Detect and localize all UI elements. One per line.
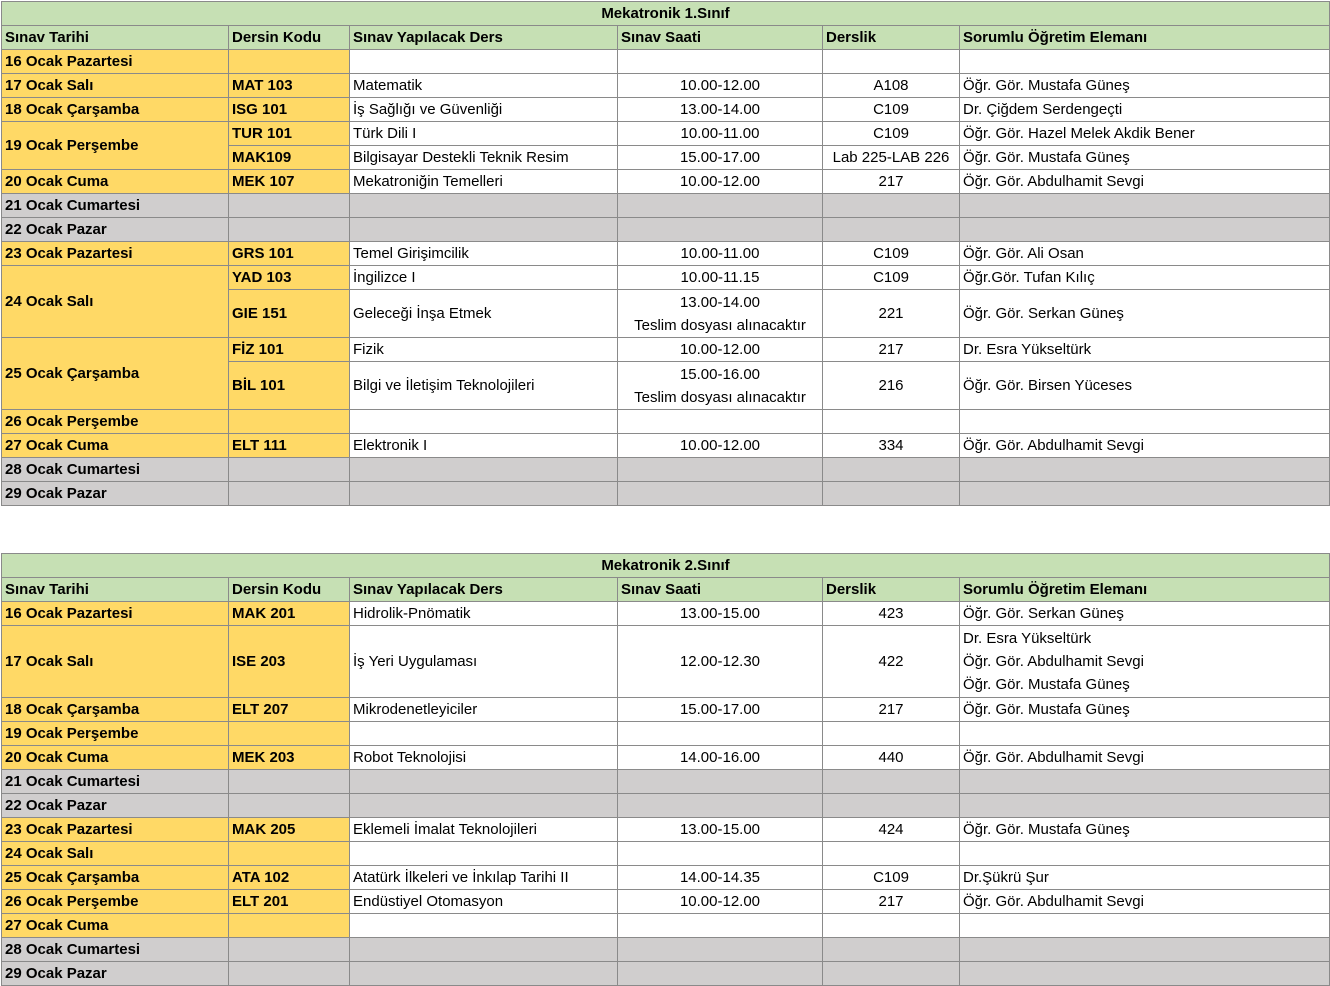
exam-date: 28 Ocak Cumartesi: [2, 938, 229, 962]
classroom: 334: [823, 434, 960, 458]
instructor: Öğr. Gör. Mustafa Güneş: [960, 146, 1330, 170]
exam-time: 10.00-12.00: [618, 74, 823, 98]
empty-cell: [618, 458, 823, 482]
course-name: Hidrolik-Pnömatik: [350, 602, 618, 626]
course-code: MAK109: [229, 146, 350, 170]
exam-date: 17 Ocak Salı: [2, 626, 229, 698]
empty-cell: [350, 914, 618, 938]
empty-cell: [229, 962, 350, 986]
exam-date: 29 Ocak Pazar: [2, 482, 229, 506]
empty-cell: [618, 722, 823, 746]
instructor: Öğr. Gör. Mustafa Güneş: [960, 698, 1330, 722]
table-row-weekend: [2, 794, 1330, 818]
classroom: 423: [823, 602, 960, 626]
empty-cell: [823, 842, 960, 866]
instructor: Öğr. Gör. Abdulhamit Sevgi: [960, 434, 1330, 458]
exam-time: 10.00-11.00: [618, 122, 823, 146]
empty-cell: [823, 194, 960, 218]
exam-time: 13.00-14.00: [679, 293, 761, 311]
exam-time: 10.00-12.00: [618, 434, 823, 458]
instructor-cell: [960, 626, 1330, 698]
col-header-instructor: Sorumlu Öğretim Elemanı: [960, 26, 1330, 50]
empty-cell: [350, 938, 618, 962]
exam-date: 21 Ocak Cumartesi: [2, 194, 229, 218]
table-row: [2, 722, 1330, 746]
table-row-weekend: [2, 938, 1330, 962]
course-code: ELT 207: [229, 698, 350, 722]
empty-cell: [229, 770, 350, 794]
col-header-time: Sınav Saati: [618, 578, 823, 602]
col-header-date: Sınav Tarihi: [2, 26, 229, 50]
exam-date: 18 Ocak Çarşamba: [2, 98, 229, 122]
course-code: MAT 103: [229, 74, 350, 98]
empty-cell: [350, 194, 618, 218]
exam-date: 27 Ocak Cuma: [2, 914, 229, 938]
exam-time: 10.00-12.00: [618, 890, 823, 914]
course-name: Türk Dili I: [350, 122, 618, 146]
classroom: C109: [823, 122, 960, 146]
course-code: ISG 101: [229, 98, 350, 122]
exam-date: 23 Ocak Pazartesi: [2, 818, 229, 842]
exam-time-cell: [618, 362, 823, 410]
classroom: 216: [823, 362, 960, 410]
table-row-weekend: [2, 194, 1330, 218]
table-row: [2, 74, 1330, 98]
exam-time-cell: [618, 290, 823, 338]
course-code: ISE 203: [229, 626, 350, 698]
empty-cell: [960, 962, 1330, 986]
instructor: Öğr. Gör. Abdulhamit Sevgi: [963, 653, 1144, 670]
empty-cell: [229, 194, 350, 218]
empty-cell: [960, 194, 1330, 218]
exam-schedule-class-1: [1, 1, 1330, 506]
instructor: Öğr. Gör. Abdulhamit Sevgi: [960, 170, 1330, 194]
table-row: [2, 434, 1330, 458]
exam-date: 27 Ocak Cuma: [2, 434, 229, 458]
course-name: Eklemeli İmalat Teknolojileri: [350, 818, 618, 842]
course-name: Atatürk İlkeleri ve İnkılap Tarihi II: [350, 866, 618, 890]
empty-cell: [350, 482, 618, 506]
empty-cell: [350, 458, 618, 482]
instructor: Öğr. Gör. Mustafa Güneş: [960, 818, 1330, 842]
instructor: Dr. Esra Yükseltürk: [960, 338, 1330, 362]
classroom: 424: [823, 818, 960, 842]
classroom: 217: [823, 698, 960, 722]
course-code: YAD 103: [229, 266, 350, 290]
time-note: Teslim dosyası alınacaktır: [634, 316, 806, 334]
course-code: MAK 201: [229, 602, 350, 626]
empty-cell: [823, 50, 960, 74]
exam-date: 25 Ocak Çarşamba: [2, 338, 229, 410]
course-code: BİL 101: [229, 362, 350, 410]
exam-time: 10.00-12.00: [618, 338, 823, 362]
empty-cell: [229, 794, 350, 818]
course-code: [229, 914, 350, 938]
table-row: [2, 890, 1330, 914]
empty-cell: [960, 218, 1330, 242]
instructor: Öğr. Gör. Abdulhamit Sevgi: [960, 746, 1330, 770]
exam-date: 26 Ocak Perşembe: [2, 410, 229, 434]
table-title: Mekatronik 1.Sınıf: [2, 2, 1330, 26]
classroom: C109: [823, 866, 960, 890]
empty-cell: [618, 794, 823, 818]
course-code: ATA 102: [229, 866, 350, 890]
empty-cell: [350, 410, 618, 434]
empty-cell: [960, 938, 1330, 962]
course-code: FİZ 101: [229, 338, 350, 362]
instructor: Öğr. Gör. Birsen Yüceses: [960, 362, 1330, 410]
instructor: Öğr. Gör. Serkan Güneş: [960, 290, 1330, 338]
table-row: [2, 410, 1330, 434]
classroom: C109: [823, 242, 960, 266]
empty-cell: [823, 722, 960, 746]
course-name: Endüstiyel Otomasyon: [350, 890, 618, 914]
classroom: 440: [823, 746, 960, 770]
col-header-code: Dersin Kodu: [229, 578, 350, 602]
time-note: Teslim dosyası alınacaktır: [634, 388, 806, 406]
empty-cell: [350, 770, 618, 794]
table-row: [2, 698, 1330, 722]
empty-cell: [618, 914, 823, 938]
course-code: [229, 50, 350, 74]
empty-cell: [823, 794, 960, 818]
instructor: Dr. Çiğdem Serdengeçti: [960, 98, 1330, 122]
empty-cell: [823, 482, 960, 506]
course-name: İş Sağlığı ve Güvenliği: [350, 98, 618, 122]
empty-cell: [618, 770, 823, 794]
empty-cell: [823, 458, 960, 482]
empty-cell: [618, 218, 823, 242]
empty-cell: [229, 938, 350, 962]
exam-date: 19 Ocak Perşembe: [2, 122, 229, 170]
table-row-weekend: [2, 458, 1330, 482]
empty-cell: [823, 962, 960, 986]
empty-cell: [618, 962, 823, 986]
exam-date: 24 Ocak Salı: [2, 842, 229, 866]
empty-cell: [618, 50, 823, 74]
empty-cell: [618, 938, 823, 962]
classroom: 221: [823, 290, 960, 338]
empty-cell: [350, 722, 618, 746]
course-code: MEK 107: [229, 170, 350, 194]
instructor: Öğr. Gör. Mustafa Güneş: [960, 74, 1330, 98]
empty-cell: [960, 770, 1330, 794]
table-row: [2, 98, 1330, 122]
instructor: Öğr. Gör. Abdulhamit Sevgi: [960, 890, 1330, 914]
table-row-weekend: [2, 218, 1330, 242]
empty-cell: [229, 458, 350, 482]
instructor: Öğr. Gör. Serkan Güneş: [960, 602, 1330, 626]
instructor: Öğr.Gör. Tufan Kılıç: [960, 266, 1330, 290]
empty-cell: [618, 410, 823, 434]
table-row: [2, 338, 1330, 362]
exam-schedule-class-2: [1, 553, 1330, 986]
empty-cell: [960, 722, 1330, 746]
table-row: [2, 866, 1330, 890]
course-name: Matematik: [350, 74, 618, 98]
classroom: A108: [823, 74, 960, 98]
col-header-room: Derslik: [823, 26, 960, 50]
classroom: Lab 225-LAB 226: [823, 146, 960, 170]
empty-cell: [229, 482, 350, 506]
empty-cell: [350, 842, 618, 866]
table-row: [2, 626, 1330, 698]
col-header-time: Sınav Saati: [618, 26, 823, 50]
classroom: 217: [823, 338, 960, 362]
exam-time: 15.00-17.00: [618, 146, 823, 170]
course-name: İngilizce I: [350, 266, 618, 290]
exam-time: 13.00-15.00: [618, 602, 823, 626]
exam-time: 15.00-16.00: [679, 365, 761, 383]
exam-date: 19 Ocak Perşembe: [2, 722, 229, 746]
instructor: Öğr. Gör. Hazel Melek Akdik Bener: [960, 122, 1330, 146]
course-code: MAK 205: [229, 818, 350, 842]
exam-date: 29 Ocak Pazar: [2, 962, 229, 986]
course-code: MEK 203: [229, 746, 350, 770]
col-header-code: Dersin Kodu: [229, 26, 350, 50]
empty-cell: [960, 482, 1330, 506]
course-name: Temel Girişimcilik: [350, 242, 618, 266]
exam-time: 13.00-15.00: [618, 818, 823, 842]
classroom: 217: [823, 890, 960, 914]
exam-time: 14.00-16.00: [618, 746, 823, 770]
table-row: [2, 266, 1330, 290]
exam-date: 20 Ocak Cuma: [2, 170, 229, 194]
exam-date: 17 Ocak Salı: [2, 74, 229, 98]
empty-cell: [618, 842, 823, 866]
col-header-instructor: Sorumlu Öğretim Elemanı: [960, 578, 1330, 602]
course-name: Geleceği İnşa Etmek: [350, 290, 618, 338]
empty-cell: [960, 914, 1330, 938]
table-row: [2, 746, 1330, 770]
course-code: ELT 201: [229, 890, 350, 914]
instructor: Öğr. Gör. Mustafa Güneş: [963, 676, 1130, 693]
exam-time: 10.00-12.00: [618, 170, 823, 194]
table-row: [2, 842, 1330, 866]
empty-cell: [350, 50, 618, 74]
course-name: Fizik: [350, 338, 618, 362]
course-name: Mekatroniğin Temelleri: [350, 170, 618, 194]
table-row: [2, 818, 1330, 842]
empty-cell: [618, 482, 823, 506]
table-row: [2, 122, 1330, 146]
exam-date: 22 Ocak Pazar: [2, 218, 229, 242]
course-code: [229, 842, 350, 866]
table-row-weekend: [2, 962, 1330, 986]
exam-date: 21 Ocak Cumartesi: [2, 770, 229, 794]
classroom: 422: [823, 626, 960, 698]
col-header-date: Sınav Tarihi: [2, 578, 229, 602]
empty-cell: [823, 410, 960, 434]
exam-time: 14.00-14.35: [618, 866, 823, 890]
course-code: GIE 151: [229, 290, 350, 338]
course-name: Elektronik I: [350, 434, 618, 458]
empty-cell: [229, 218, 350, 242]
course-name: Bilgisayar Destekli Teknik Resim: [350, 146, 618, 170]
exam-time: 10.00-11.15: [618, 266, 823, 290]
classroom: C109: [823, 98, 960, 122]
empty-cell: [350, 794, 618, 818]
instructor: Öğr. Gör. Ali Osan: [960, 242, 1330, 266]
exam-time: 12.00-12.30: [618, 626, 823, 698]
empty-cell: [350, 962, 618, 986]
col-header-room: Derslik: [823, 578, 960, 602]
table-row-weekend: [2, 482, 1330, 506]
course-name: Bilgi ve İletişim Teknolojileri: [350, 362, 618, 410]
classroom: C109: [823, 266, 960, 290]
empty-cell: [823, 914, 960, 938]
course-code: [229, 410, 350, 434]
col-header-course: Sınav Yapılacak Ders: [350, 26, 618, 50]
exam-date: 25 Ocak Çarşamba: [2, 866, 229, 890]
exam-date: 23 Ocak Pazartesi: [2, 242, 229, 266]
empty-cell: [960, 842, 1330, 866]
table-row-weekend: [2, 770, 1330, 794]
exam-date: 26 Ocak Perşembe: [2, 890, 229, 914]
course-code: [229, 722, 350, 746]
course-code: TUR 101: [229, 122, 350, 146]
instructor: Dr. Esra Yükseltürk: [963, 630, 1092, 647]
course-name: Mikrodenetleyiciler: [350, 698, 618, 722]
empty-cell: [823, 770, 960, 794]
empty-cell: [823, 938, 960, 962]
empty-cell: [960, 458, 1330, 482]
empty-cell: [618, 194, 823, 218]
col-header-course: Sınav Yapılacak Ders: [350, 578, 618, 602]
table-row: [2, 914, 1330, 938]
exam-date: 24 Ocak Salı: [2, 266, 229, 338]
exam-time: 10.00-11.00: [618, 242, 823, 266]
empty-cell: [960, 410, 1330, 434]
exam-date: 16 Ocak Pazartesi: [2, 50, 229, 74]
exam-time: 15.00-17.00: [618, 698, 823, 722]
table-title: Mekatronik 2.Sınıf: [2, 554, 1330, 578]
course-name: İş Yeri Uygulaması: [350, 626, 618, 698]
table-row: [2, 50, 1330, 74]
empty-cell: [960, 50, 1330, 74]
exam-date: 16 Ocak Pazartesi: [2, 602, 229, 626]
course-code: ELT 111: [229, 434, 350, 458]
exam-date: 28 Ocak Cumartesi: [2, 458, 229, 482]
empty-cell: [350, 218, 618, 242]
course-code: GRS 101: [229, 242, 350, 266]
exam-time: 13.00-14.00: [618, 98, 823, 122]
table-row: [2, 170, 1330, 194]
instructor: Dr.Şükrü Şur: [960, 866, 1330, 890]
exam-date: 18 Ocak Çarşamba: [2, 698, 229, 722]
empty-cell: [823, 218, 960, 242]
course-name: Robot Teknolojisi: [350, 746, 618, 770]
empty-cell: [960, 794, 1330, 818]
exam-date: 22 Ocak Pazar: [2, 794, 229, 818]
exam-date: 20 Ocak Cuma: [2, 746, 229, 770]
table-row: [2, 602, 1330, 626]
table-row: [2, 242, 1330, 266]
classroom: 217: [823, 170, 960, 194]
